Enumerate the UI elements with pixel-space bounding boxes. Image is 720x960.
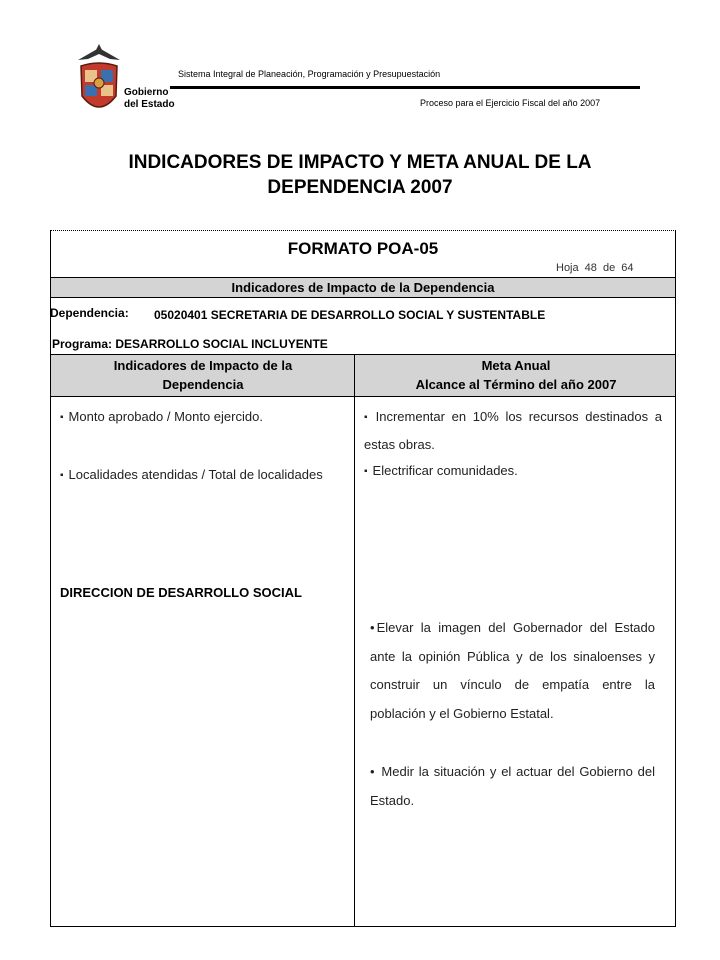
dependencia-label: Dependencia: xyxy=(50,306,129,320)
format-title: FORMATO POA-05 xyxy=(287,239,439,258)
programa-label: Programa: DESARROLLO SOCIAL INCLUYENTE xyxy=(52,337,328,351)
dependencia-value: 05020401 SECRETARIA DE DESARROLLO SOCIAL Y SUSTENTABLE xyxy=(154,308,546,322)
meta-bullet: • Medir la situación y el actuar del Gobierno del Estado. xyxy=(370,758,655,815)
indicator-item: ▪ Monto aprobado / Monto ejercido. xyxy=(60,404,332,432)
system-title: Sistema Integral de Planeación, Programación y Presupuestación xyxy=(178,69,441,79)
process-label: Proceso para el Ejercicio Fiscal del año 2007 xyxy=(420,98,601,108)
column-header-meta: Meta Anual Alcance al Término del año 2007 xyxy=(415,358,617,392)
meta-item: ▪ Incrementar en 10% los recursos destinados a estas obras. xyxy=(364,404,662,458)
section-title: Indicadores de Impacto de la Dependencia xyxy=(51,277,675,298)
direction-label: DIRECCION DE DESARROLLO SOCIAL xyxy=(60,585,302,600)
page-title: INDICADORES DE IMPACTO Y META ANUAL DE LA DEPENDENCIA 2007 xyxy=(128,152,592,198)
form-frame xyxy=(50,230,676,927)
sheet-number: Hoja 48 de 64 xyxy=(556,262,634,274)
column-header-indicadores: Indicadores de Impacto de la Dependencia xyxy=(113,358,293,392)
meta-item: ▪ Electrificar comunidades. xyxy=(364,458,662,486)
state-seal-logo xyxy=(76,44,122,120)
header-rule xyxy=(170,86,640,89)
gobierno-label: Gobierno del Estado xyxy=(124,87,175,110)
meta-bullet: • Elevar la imagen del Gobernador del Estado ante la opinión Pública y de los sinaloenses y construir un vínculo de empatía entre la población y el Gobierno Estatal. xyxy=(370,614,655,728)
column-divider xyxy=(354,354,355,927)
indicator-item: ▪ Localidades atendidas / Total de localidades xyxy=(60,462,326,490)
